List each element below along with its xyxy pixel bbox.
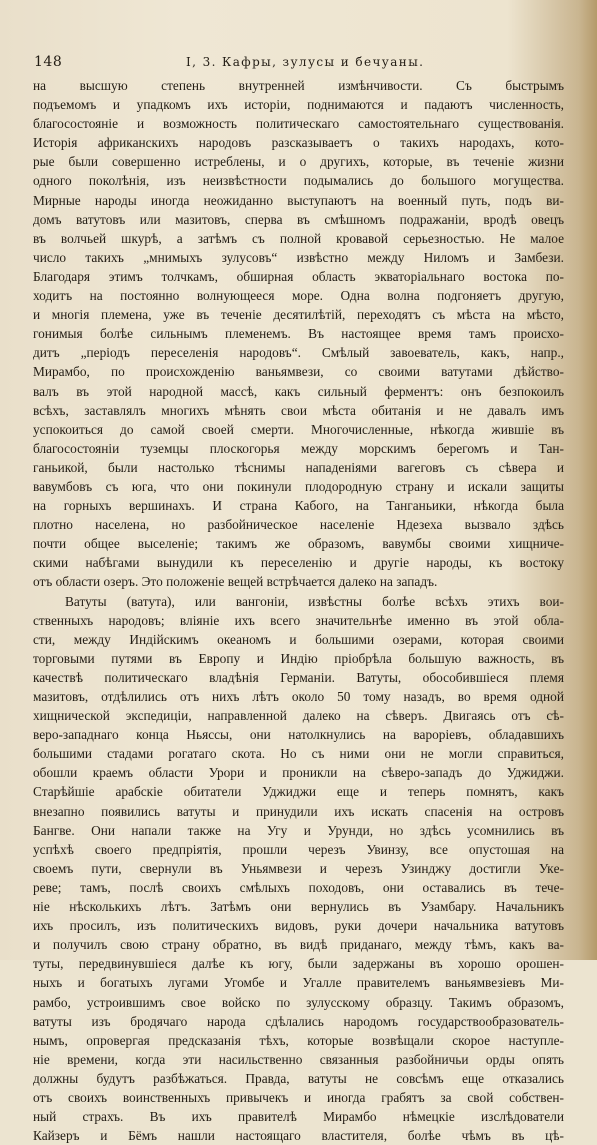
text-line: хищнической экспедиціи, направленной далеко на сѣверъ. Двигаясь отъ сѣ-	[33, 708, 564, 724]
text-line: на высшую степень внутренней измѣнчивости. Съ быстрымъ	[33, 78, 564, 93]
text-line: ніе времени, когда эти насильственно связанныя разбойничьи орды опять	[33, 1051, 564, 1067]
text-line: гонимыя болѣе сильнымъ племенемъ. Въ настоящее время тамъ происхо-	[33, 326, 564, 342]
text-line: мазитовъ, отдѣлились отъ нихъ лѣтъ около 50 тому назадъ, во время одной	[33, 689, 564, 704]
text-line: реве; тамъ, послѣ своихъ смѣлыхъ походовъ, они оставались въ тече-	[33, 879, 564, 895]
text-line: и получилъ свою страну обратно, въ видѣ приданаго, между тѣмъ, какъ ва-	[33, 937, 564, 953]
text-line: туты, передвинувшіеся далѣе къ югу, были задержаны въ хорошо орошен-	[33, 956, 564, 972]
text-line: Бангве. Они напали также на Угу и Урунди, но здѣсь усомнились въ	[33, 822, 564, 838]
text-line: и многія племена, уже въ теченіе десятилѣтій, переходятъ съ мѣста на мѣсто,	[33, 307, 564, 323]
text-line: благосостояніи туземцы плоскогорья между морскимъ берегомъ и Тан-	[33, 440, 564, 456]
text-line: сти, между Индійскимъ океаномъ и большими озерами, которая своими	[33, 631, 564, 647]
text-line: ватуты изъ бродячаго народа сдѣлались народомъ государствообразователь-	[33, 1013, 564, 1029]
text-line: дитъ „періодъ переселенія народовъ“. Смѣлый завоеватель, какъ, напр.,	[33, 345, 564, 361]
text-line: плотно населена, но разбойническое населеніе Ндезеха вызвало здѣсь	[33, 517, 564, 533]
text-line: торговыми путями въ Европу и Индію пріобрѣла большую важность, въ	[33, 650, 564, 666]
text-line: нымъ, опровергая предсказанія тѣхъ, которые возвѣщали скорое наступле-	[33, 1032, 564, 1048]
text-line: своемъ пути, свернули въ Уньямвези и черезъ Узинджу достигли Укe-	[33, 860, 564, 876]
text-line: вавумбовъ съ юга, что они покинули плодородную страну и искали защиты	[33, 478, 564, 494]
text-line: большими стадами рогатаго скота. Но съ ними они не могли справиться,	[33, 746, 564, 762]
text-line: ственныхъ народовъ; вліяніе ихъ всего значительнѣе именно въ этой обла-	[33, 612, 564, 628]
page-header	[34, 54, 557, 70]
text-line: должны будутъ разбѣжаться. Правда, ватуты не совсѣмъ еще отказались	[33, 1070, 564, 1086]
text-line: на горныхъ вершинахъ. И страна Кабого, на Танганьики, нѣкогда была	[33, 498, 564, 514]
text-line: подъемомъ и упадкомъ ихъ исторіи, поднимаются и падаютъ численность,	[33, 97, 564, 113]
text-line: ныхъ и богатыхъ лугами Угомбе и Угалле правителемъ ваньямвезіевъ Ми-	[33, 975, 564, 991]
page-number: 148	[34, 54, 63, 70]
text-line: ніе нѣсколькихъ лѣтъ. Затѣмъ они вернулись въ Узамбару. Начальникъ	[33, 899, 564, 915]
text-line: обошли краемъ области Урори и проникли на сѣверо-западъ до Уджиджи.	[33, 765, 564, 781]
text-line: Мирамбо, по происхожденію ваньямвези, со своими ватутами дѣйство-	[33, 364, 564, 380]
text-line: отъ области озеръ. Это положеніе вещей встрѣчается далеко на западъ.	[33, 574, 438, 590]
text-line: ходитъ на постоянно волнующееся море. Одна волна подгоняетъ другую,	[33, 288, 564, 304]
text-line: скими набѣгами вынудили къ переселенію и другіе народы, къ востоку	[33, 555, 564, 571]
running-title: I, 3. Кафры, зулусы и бечуаны.	[186, 55, 425, 69]
text-line: ганьикой, были настолько тѣснимы нападеніями вагеговъ съ сѣвера и	[33, 459, 564, 475]
text-line: ихъ просилъ, изъ политическихъ видовъ, руки дочери начальника ватутовъ	[33, 918, 564, 934]
text-line: валъ въ этой народной массѣ, какъ сильный ферментъ: онъ безпокоилъ	[33, 383, 564, 399]
text-line: одного поколѣнія, изъ неизвѣстности подымались до большого могущества.	[33, 173, 564, 189]
text-line: Благодаря этимъ толчкамъ, обширная область экваторіальнаго востока по-	[33, 268, 564, 284]
text-line: успокоиться до самой своей смерти. Многочисленные, нѣкогда жившіе въ	[33, 421, 564, 437]
text-line: рамбо, устроившимъ свое войско по зулусскому образцу. Такимъ образомъ,	[33, 994, 564, 1010]
text-line: ный страхъ. Въ ихъ правителѣ Мирамбо нѣмецкіе изслѣдователи	[33, 1109, 564, 1125]
text-line: домъ ватутовъ или мазитовъ, сперва въ смѣшномъ подражаніи, вродѣ овецъ	[33, 211, 564, 227]
text-line: въ волчьей шкурѣ, а затѣмъ съ полной кровавой серьезностью. Не малое	[33, 230, 564, 246]
text-line: Мирные народы иногда неожиданно выступаютъ на военный путь, подъ ви-	[33, 192, 564, 208]
text-line: число такихъ „мнимыхъ зулусовъ“ извѣстно между Ниломъ и Замбези.	[33, 249, 564, 265]
text-line: качествѣ политическаго владѣнія Германіи. Ватуты, обособившіеся племя	[33, 669, 564, 685]
text-line: рые были совершенно истреблены, и о другихъ, которые, въ теченіе жизни	[33, 154, 564, 170]
text-line: внезапно появились ватуты и принудили ихъ искать спасенія на островъ	[33, 803, 564, 819]
text-line: благосостояніе и возможность политическаго самостоятельнаго существованія.	[33, 116, 564, 132]
body-text	[33, 76, 564, 1145]
text-line: Старѣйшіе арабскіе обитатели Уджиджи еще и теперь помнятъ, какъ	[33, 784, 564, 800]
text-line: веро-западнаго конца Ньяссы, они натолкнулись на вароріевъ, обладавшихъ	[33, 727, 564, 743]
text-line: успѣхѣ своего предпріятія, прошли черезъ Увинзу, все опустошая на	[33, 841, 564, 857]
text-line: Кайзеръ и Бёмъ нашли настоящаго властителя, болѣе чѣмъ въ цѣ-	[33, 1128, 564, 1144]
text-line: Исторія африканскихъ народовъ разсказываетъ о такихъ народахъ, кото-	[33, 135, 564, 151]
text-line: Ватуты (ватута), или вангоніи, извѣстны болѣе всѣхъ этихъ вои-	[65, 593, 564, 609]
text-line: почти общее выселеніе; такимъ же образомъ, вавумбы своими хищниче-	[33, 536, 564, 552]
text-line: отъ своихъ воинственныхъ привычекъ и иногда грабятъ за свой собствен-	[33, 1089, 564, 1105]
text-line: всѣхъ, заставлялъ многихъ мѣнять свои мѣста обитанія и не давалъ имъ	[33, 402, 564, 418]
